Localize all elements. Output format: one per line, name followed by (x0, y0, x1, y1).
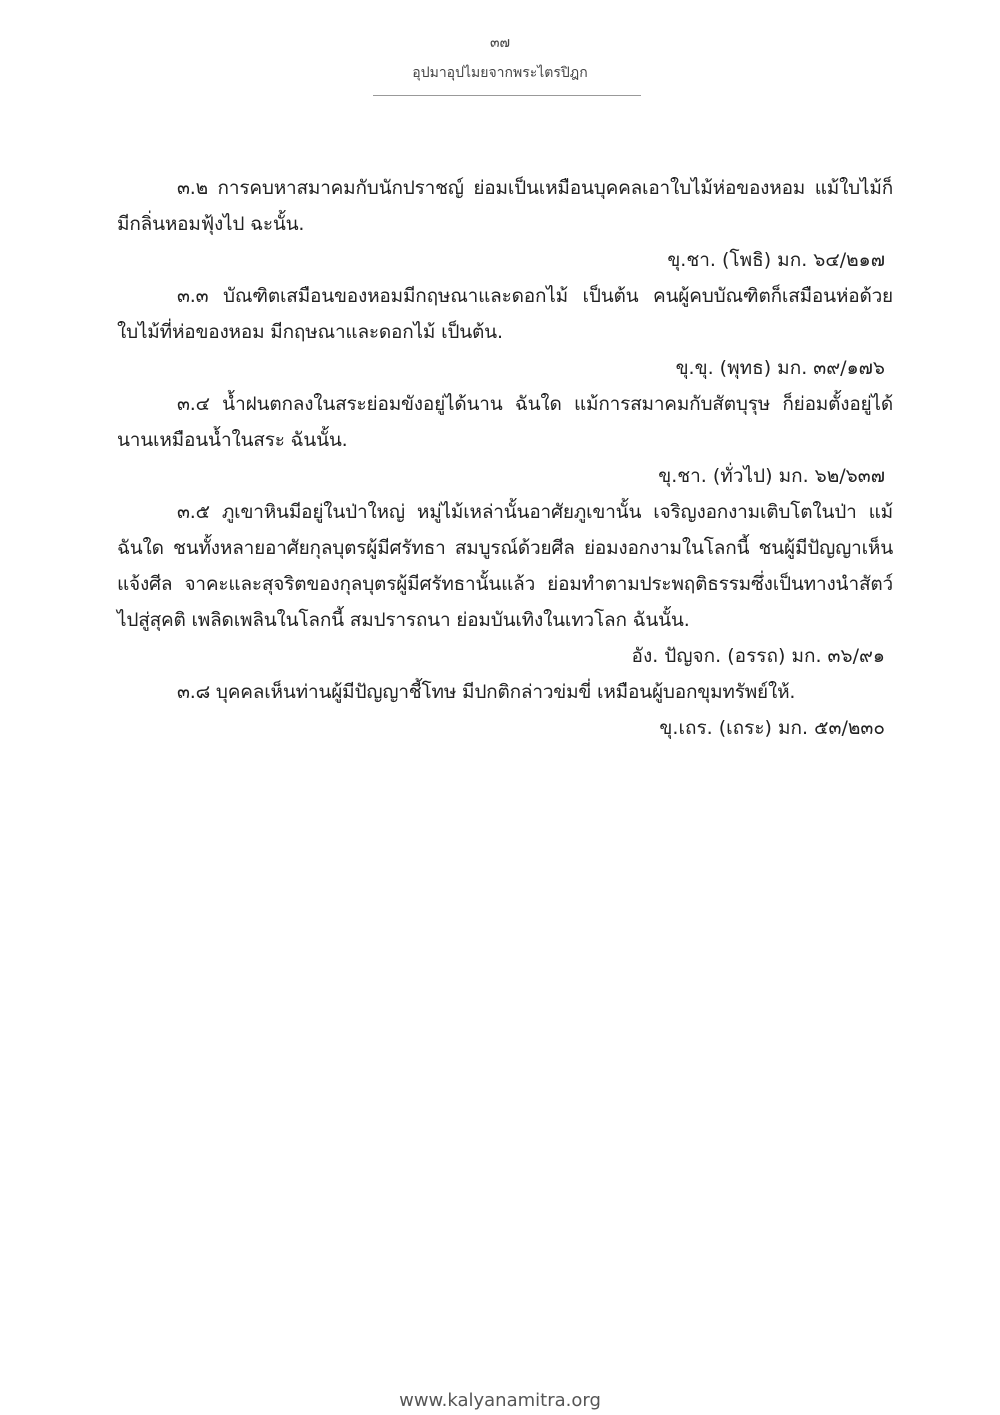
document-body (117, 170, 893, 746)
reference-3-4: ขุ.ชา. (ทั่วไป) มก. ๖๒/๖๓๗ (658, 465, 885, 487)
header-divider (373, 95, 641, 96)
paragraph-3-4: ๓.๔ น้ำฝนตกลงในสระย่อมขังอยู่ได้นาน ฉันใด แม้การสมาคมกับสัตบุรุษ ก็ย่อมตั้งอยู่ได้นานเหมือนน้ำในสระ ฉันนั้น. (117, 393, 893, 451)
running-title: อุปมาอุปไมยจากพระไตรปิฎก (412, 65, 588, 81)
reference-3-2: ขุ.ชา. (โพธิ) มก. ๖๔/๒๑๗ (667, 249, 885, 271)
footer-website-url: www.kalyanamitra.org (399, 1390, 601, 1411)
reference-3-3: ขุ.ขุ. (พุทธ) มก. ๓๙/๑๗๖ (675, 357, 885, 379)
paragraph-3-2: ๓.๒ การคบหาสมาคมกับนักปราชญ์ ย่อมเป็นเหมือนบุคคลเอาใบไม้ห่อของหอม แม้ใบไม้ก็มีกลิ่นหอมฟุ้งไป ฉะนั้น. (117, 177, 893, 235)
paragraph-3-5: ๓.๕ ภูเขาหินมีอยู่ในป่าใหญ่ หมู่ไม้เหล่านั้นอาศัยภูเขานั้น เจริญงอกงามเติบโตในป่า แม้ฉันใด ชนทั้งหลายอาศัยกุลบุตรผู้มีศรัทธา สมบูรณ์ด้วยศีล ย่อมงอกงามในโลกนี้ ชนผู้มีปัญญาเห็นแจ้งศีล จาคะและสุจริตของกุลบุตรผู้มีศรัทธานั้นแล้ว ย่อมทำตามประพฤติธรรมซึ่งเป็นทางนำสัตว์ไปสู่สุคติ เพลิดเพลินในโลกนี้ สมปรารถนา ย่อมบันเทิงในเทวโลก ฉันนั้น. (117, 501, 893, 631)
reference-3-8: ขุ.เถร. (เถระ) มก. ๕๓/๒๓๐ (659, 717, 885, 739)
reference-3-5: อัง. ปัญจก. (อรรถ) มก. ๓๖/๙๑ (631, 645, 885, 667)
paragraph-3-8: ๓.๘ บุคคลเห็นท่านผู้มีปัญญาชี้โทษ มีปกติกล่าวข่มขี่ เหมือนผู้บอกขุมทรัพย์ให้. (177, 681, 796, 703)
paragraph-3-3: ๓.๓ บัณฑิตเสมือนของหอมมีกฤษณาและดอกไม้ เป็นต้น คนผู้คบบัณฑิตก็เสมือนห่อด้วยใบไม้ที่ห่อของหอม มีกฤษณาและดอกไม้ เป็นต้น. (117, 285, 893, 343)
page-number: ๓๗ (489, 35, 511, 51)
